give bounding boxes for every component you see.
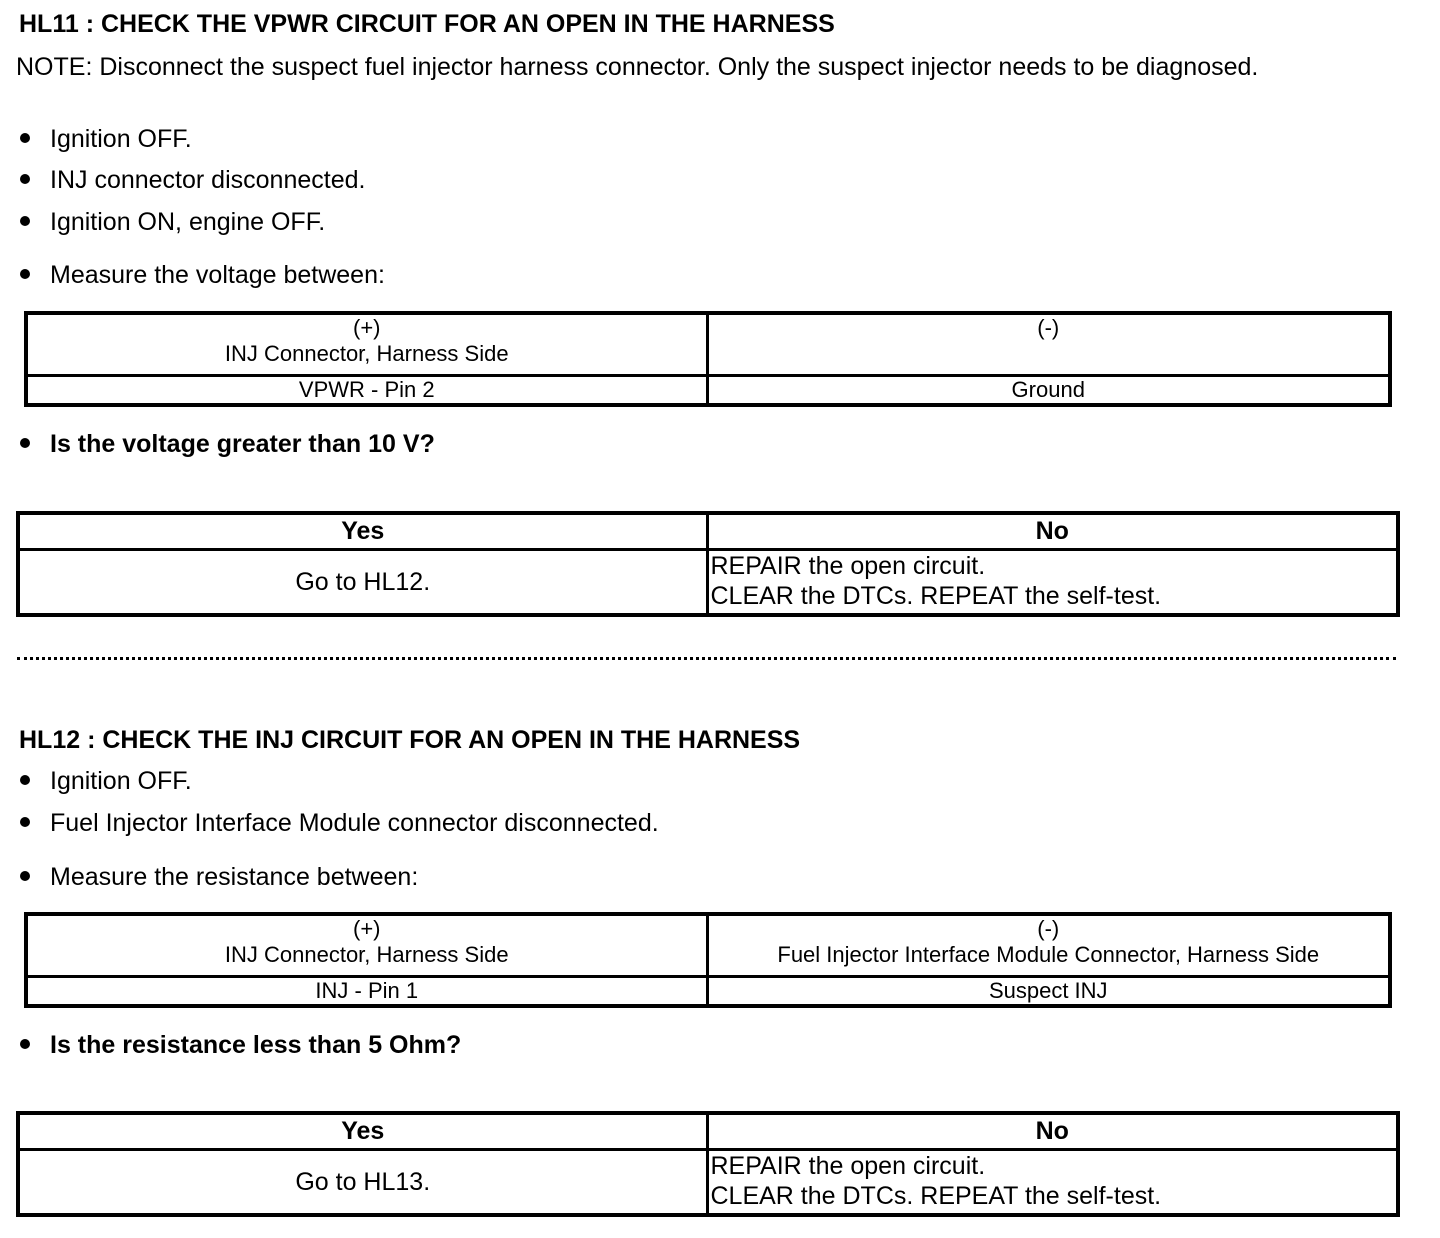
plus-value-cell: INJ - Pin 1 [26, 976, 707, 1006]
minus-header-cell [707, 914, 1390, 976]
hl12-question-text: Is the resistance less than 5 Ohm? [50, 1031, 462, 1059]
hl12-step-text: Fuel Injector Interface Module connector disconnected. [50, 809, 659, 837]
plus-head: (+) [353, 315, 381, 340]
no-header: No [707, 513, 1398, 549]
bullet-icon [20, 133, 30, 143]
yes-header: Yes [18, 513, 707, 549]
bullet-icon [20, 216, 30, 226]
no-action-line: REPAIR the open circuit. [710, 1151, 986, 1180]
yes-action: Go to HL13. [18, 1149, 707, 1215]
hl11-step [20, 124, 192, 154]
no-action-line: CLEAR the DTCs. REPEAT the self-test. [710, 581, 1162, 610]
hl11-measure-table [24, 311, 1392, 407]
no-header: No [707, 1113, 1398, 1149]
no-action-line: CLEAR the DTCs. REPEAT the self-test. [710, 1181, 1162, 1210]
plus-value-cell: VPWR - Pin 2 [26, 375, 707, 405]
yes-action: Go to HL12. [18, 549, 707, 615]
hl11-question-text: Is the voltage greater than 10 V? [50, 430, 435, 458]
minus-value-cell: Suspect INJ [707, 976, 1390, 1006]
no-action [707, 1149, 1398, 1215]
hl11-step [20, 165, 365, 195]
hl11-step-text: Ignition ON, engine OFF. [50, 208, 326, 236]
bullet-icon [20, 817, 30, 827]
minus-value-cell: Ground [707, 375, 1390, 405]
bullet-icon [20, 775, 30, 785]
hl12-step [20, 766, 192, 796]
bullet-icon [20, 1039, 30, 1049]
bullet-icon [20, 871, 30, 881]
bullet-icon [20, 438, 30, 448]
hl12-measure [20, 862, 418, 892]
hl12-step [20, 808, 659, 838]
no-action-line: REPAIR the open circuit. [710, 551, 986, 580]
minus-head: (-) [1037, 315, 1060, 340]
plus-header-cell [26, 313, 707, 375]
hl12-measure-table [24, 912, 1392, 1008]
minus-head: (-) [1037, 916, 1060, 941]
yes-header: Yes [18, 1113, 707, 1149]
minus-sub: Fuel Injector Interface Module Connector, Harness Side [777, 942, 1320, 967]
plus-sub: INJ Connector, Harness Side [224, 942, 509, 967]
plus-sub: INJ Connector, Harness Side [224, 341, 509, 366]
section-divider [17, 657, 1396, 660]
hl11-measure-text: Measure the voltage between: [50, 261, 385, 289]
hl11-result-table [16, 511, 1400, 617]
plus-head: (+) [353, 916, 381, 941]
hl12-step-text: Ignition OFF. [50, 767, 192, 795]
hl11-step-text: INJ connector disconnected. [50, 166, 366, 194]
hl11-question [20, 429, 435, 459]
hl11-note: NOTE: Disconnect the suspect fuel injector harness connector. Only the suspect injector needs to be diagnosed. [16, 53, 1259, 81]
hl11-heading: HL11 : CHECK THE VPWR CIRCUIT FOR AN OPEN IN THE HARNESS [19, 10, 835, 38]
bullet-icon [20, 174, 30, 184]
hl11-step-text: Ignition OFF. [50, 125, 192, 153]
no-action [707, 549, 1398, 615]
plus-header-cell [26, 914, 707, 976]
hl12-question [20, 1030, 461, 1060]
minus-header-cell [707, 313, 1390, 375]
hl12-result-table [16, 1111, 1400, 1217]
hl12-heading: HL12 : CHECK THE INJ CIRCUIT FOR AN OPEN IN THE HARNESS [19, 726, 801, 754]
hl11-measure [20, 260, 385, 290]
bullet-icon [20, 269, 30, 279]
hl11-step [20, 207, 325, 237]
hl12-measure-text: Measure the resistance between: [50, 863, 419, 891]
